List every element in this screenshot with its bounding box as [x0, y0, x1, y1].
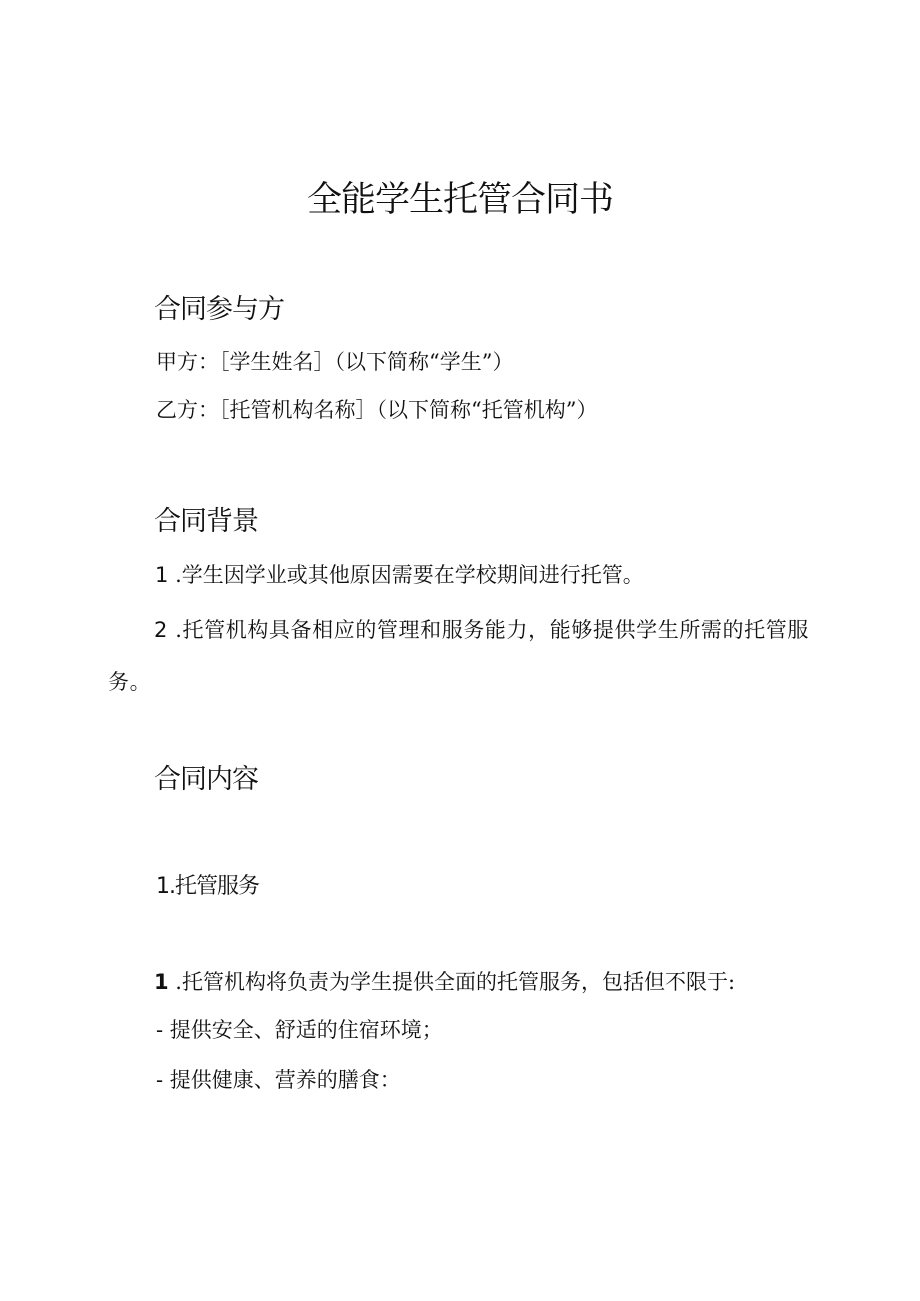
clause-1-text: .托管机构将负责为学生提供全面的托管服务，包括但不限于:	[168, 970, 736, 994]
document-title: 全能学生托管合同书	[306, 180, 613, 220]
section-heading-parties: 合同参与方	[154, 294, 284, 325]
section-heading-background: 合同背景	[154, 506, 258, 537]
bullet-accommodation: - 提供安全、舒适的住宿环境；	[156, 1018, 443, 1042]
background-item-1	[155, 561, 644, 589]
party-b-line: 乙方：［托管机构名称］（以下简称“托管机构”）	[156, 398, 598, 422]
background-item-1-text: .学生因学业或其他原因需要在学校期间进行托管。	[175, 563, 644, 587]
bullet-meals: - 提供健康、营养的膳食：	[156, 1068, 401, 1092]
section-heading-content: 合同内容	[154, 764, 258, 795]
clause-1-number: 1	[154, 970, 169, 994]
section-1-title: 1.托管服务	[156, 874, 259, 899]
background-item-2-text: .托管机构具备相应的管理和服务能力，能够提供学生所需的托管服务。	[108, 618, 809, 694]
background-item-2	[108, 604, 820, 708]
clause-1	[154, 968, 735, 996]
background-item-1-number: 1	[155, 563, 169, 587]
background-item-2-number: 2	[154, 618, 168, 642]
party-a-line: 甲方：［学生姓名］（以下简称“学生”）	[156, 350, 514, 374]
